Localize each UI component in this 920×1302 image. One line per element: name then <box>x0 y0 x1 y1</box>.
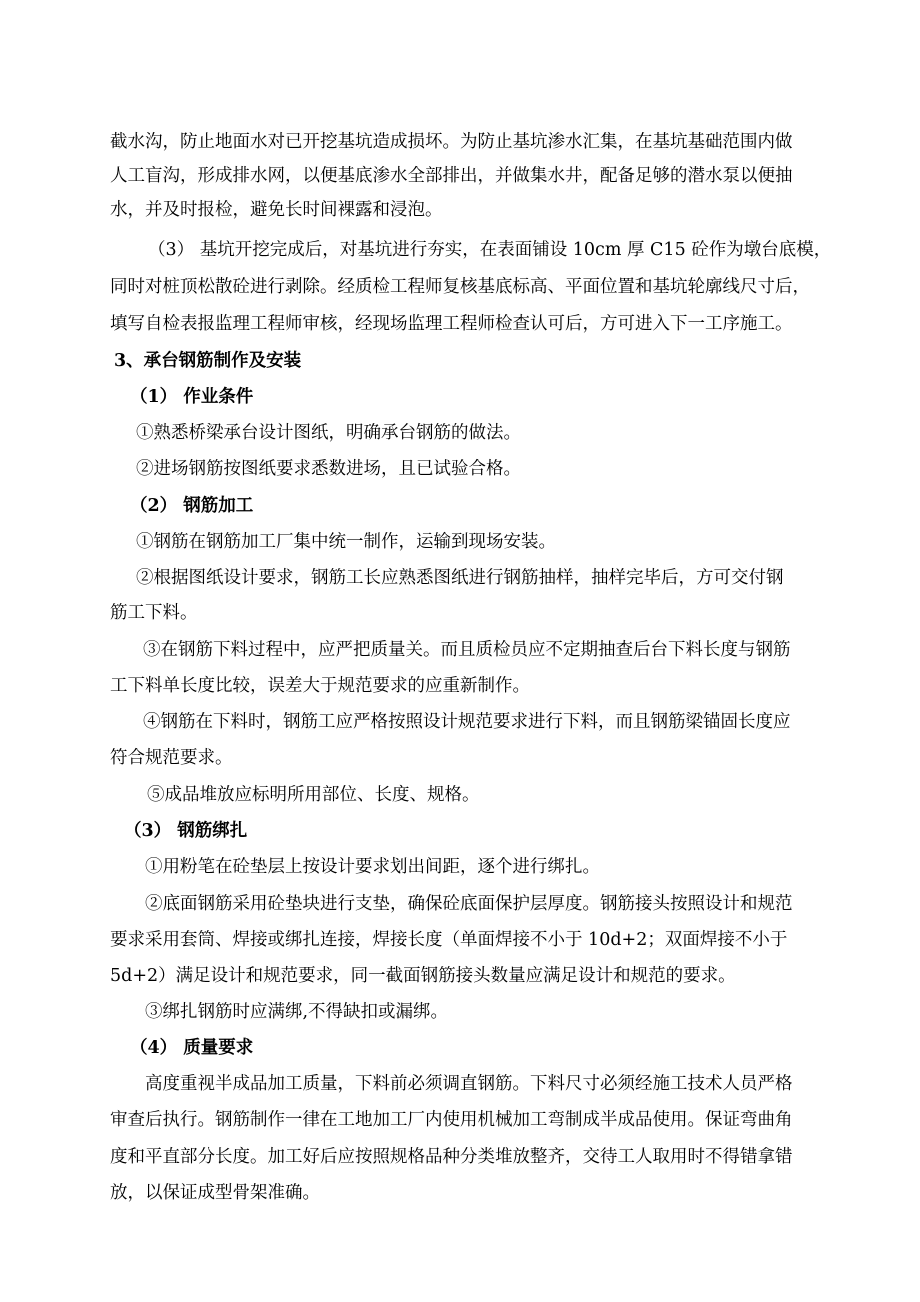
paragraph-line: 水，并及时报检，避免长时间裸露和浸泡。 <box>110 200 443 220</box>
paragraph-line: 要求采用套筒、焊接或绑扎连接，焊接长度（单面焊接不小于 10d+2；双面焊接不小于 <box>110 930 788 950</box>
subsection-heading: （3） 钢筋绑扎 <box>124 821 248 841</box>
paragraph-line: ③在钢筋下料过程中，应严把质量关。而且质检员应不定期抽查后台下料长度与钢筋 <box>143 640 791 660</box>
subsection-heading: （2） 钢筋加工 <box>130 496 254 516</box>
paragraph-line: 填写自检表报监理工程师审核，经现场监理工程师检查认可后，方可进入下一工序施工。 <box>110 314 793 334</box>
paragraph-line: 高度重视半成品加工质量，下料前必须调直钢筋。下料尺寸必须经施工技术人员严格 <box>145 1074 793 1094</box>
paragraph-line: 度和平直部分长度。加工好后应按照规格品种分类堆放整齐，交待工人取用时不得错拿错 <box>110 1147 793 1167</box>
paragraph-line: ①熟悉桥梁承台设计图纸，明确承台钢筋的做法。 <box>136 423 521 443</box>
paragraph-line: ①钢筋在钢筋加工厂集中统一制作，运输到现场安装。 <box>136 532 556 552</box>
subsection-heading: （4） 质量要求 <box>130 1038 254 1058</box>
paragraph-line: ③绑扎钢筋时应满绑,不得缺扣或漏绑。 <box>145 1002 449 1022</box>
paragraph-line: ②进场钢筋按图纸要求悉数进场，且已试验合格。 <box>136 459 521 479</box>
paragraph-line: 5d+2）满足设计和规范要求，同一截面钢筋接头数量应满足设计和规范的要求。 <box>110 966 736 986</box>
paragraph-line: 筋工下料。 <box>110 603 198 623</box>
section-heading: 3、承台钢筋制作及安装 <box>114 351 302 371</box>
paragraph-line: 同时对桩顶松散砼进行剥除。经质检工程师复核基底标高、平面位置和基坑轮廓线尺寸后， <box>110 277 810 297</box>
paragraph-line: 放，以保证成型骨架准确。 <box>110 1183 320 1203</box>
paragraph-line: ①用粉笔在砼垫层上按设计要求划出间距，逐个进行绑扎。 <box>145 857 600 877</box>
paragraph-line: 符合规范要求。 <box>110 748 233 768</box>
paragraph-line: 截水沟，防止地面水对已开挖基坑造成损坏。为防止基坑渗水汇集，在基坑基础范围内做 <box>110 132 793 152</box>
paragraph-line: 工下料单长度比较，误差大于规范要求的应重新制作。 <box>110 676 530 696</box>
paragraph-line: 人工盲沟，形成排水网，以便基底渗水全部排出，并做集水井，配备足够的潜水泵以便抽 <box>110 166 793 186</box>
paragraph-line: ④钢筋在下料时，钢筋工应严格按照设计规范要求进行下料，而且钢筋梁锚固长度应 <box>143 712 791 732</box>
paragraph-line: ②根据图纸设计要求，钢筋工长应熟悉图纸进行钢筋抽样，抽样完毕后，方可交付钢 <box>136 568 784 588</box>
paragraph-line: ②底面钢筋采用砼垫块进行支垫，确保砼底面保护层厚度。钢筋接头按照设计和规范 <box>145 894 793 914</box>
subsection-heading: （1） 作业条件 <box>130 387 254 407</box>
paragraph-line: （3） 基坑开挖完成后，对基坑进行夯实，在表面铺设 10cm 厚 C15 砼作为墩台底模， <box>148 240 832 260</box>
paragraph-line: 审查后执行。钢筋制作一律在工地加工厂内使用机械加工弯制成半成品使用。保证弯曲角 <box>110 1110 793 1130</box>
paragraph-line: ⑤成品堆放应标明所用部位、长度、规格。 <box>147 785 480 805</box>
